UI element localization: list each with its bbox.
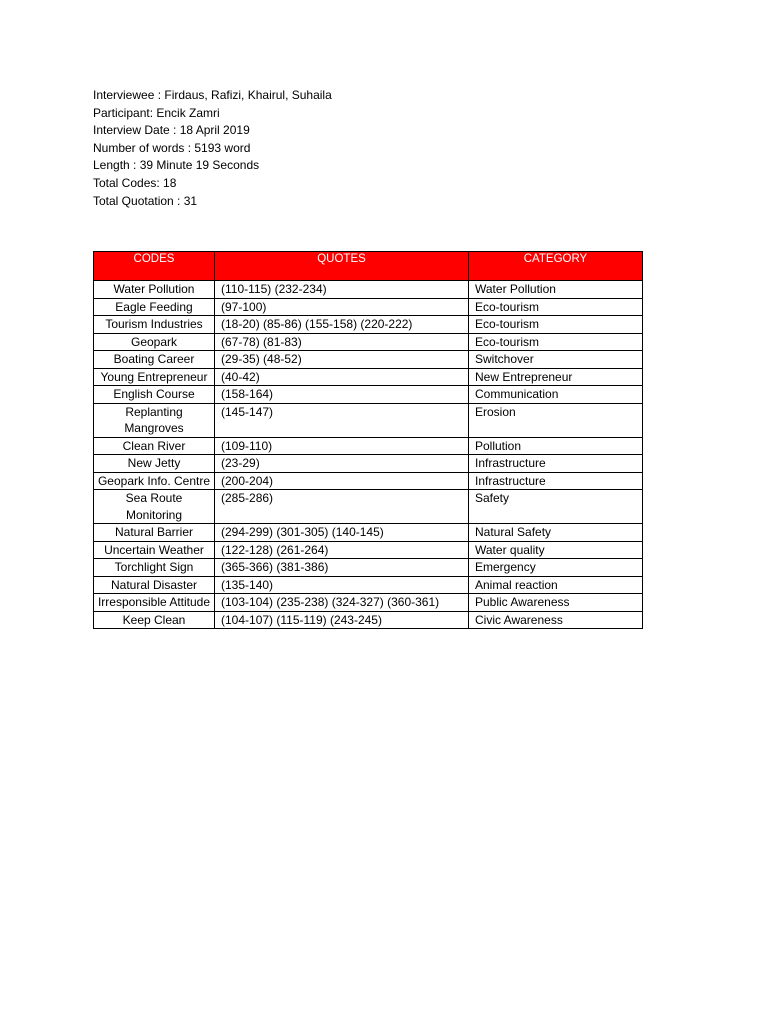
table-row (94, 437, 643, 455)
codes-table (93, 251, 643, 629)
total-quotation-line: Total Quotation : 31 (93, 193, 198, 208)
participant-line: Participant: Encik Zamri (93, 105, 220, 120)
quotes-cell: (23-29) (215, 455, 469, 473)
length-line: Length : 39 Minute 19 Seconds (93, 158, 260, 173)
quotes-cell: (67-78) (81-83) (215, 333, 469, 351)
code-cell: Boating Career (94, 351, 215, 369)
table-header-row (94, 252, 643, 281)
table-row (94, 559, 643, 577)
quotes-cell: (40-42) (215, 368, 469, 386)
quotes-cell: (97-100) (215, 298, 469, 316)
table-row (94, 403, 643, 437)
table-row (94, 386, 643, 404)
table-row (94, 524, 643, 542)
quotes-cell: (294-299) (301-305) (140-145) (215, 524, 469, 542)
category-cell: Communication (469, 386, 643, 404)
header-quotes: QUOTES (215, 252, 469, 281)
table-row (94, 316, 643, 334)
quotes-cell: (122-128) (261-264) (215, 541, 469, 559)
table-row (94, 281, 643, 299)
interviewee-line: Interviewee : Firdaus, Rafizi, Khairul, Suhaila (93, 88, 332, 102)
code-cell: Replanting Mangroves (94, 403, 215, 437)
category-cell: Natural Safety (469, 524, 643, 542)
category-cell: Civic Awareness (469, 611, 643, 629)
table-row (94, 576, 643, 594)
quotes-cell: (103-104) (235-238) (324-327) (360-361) (215, 594, 469, 612)
quotes-cell: (29-35) (48-52) (215, 351, 469, 369)
table-row (94, 594, 643, 612)
category-cell: Animal reaction (469, 576, 643, 594)
category-cell: Emergency (469, 559, 643, 577)
code-cell: New Jetty (94, 455, 215, 473)
quotes-cell: (200-204) (215, 472, 469, 490)
table-row (94, 611, 643, 629)
quotes-cell: (104-107) (115-119) (243-245) (215, 611, 469, 629)
category-cell: Eco-tourism (469, 298, 643, 316)
code-cell: Clean River (94, 437, 215, 455)
code-cell: English Course (94, 386, 215, 404)
code-cell: Natural Disaster (94, 576, 215, 594)
interview-date-line: Interview Date : 18 April 2019 (93, 123, 250, 138)
table-row (94, 472, 643, 490)
number-of-words-line: Number of words : 5193 word (93, 140, 251, 155)
code-cell: Natural Barrier (94, 524, 215, 542)
code-cell: Eagle Feeding (94, 298, 215, 316)
code-cell: Irresponsible Attitude (94, 594, 215, 612)
category-cell: Eco-tourism (469, 316, 643, 334)
code-cell: Geopark (94, 333, 215, 351)
quotes-cell: (365-366) (381-386) (215, 559, 469, 577)
table-row (94, 490, 643, 524)
quotes-cell: (18-20) (85-86) (155-158) (220-222) (215, 316, 469, 334)
header-codes: CODES (94, 252, 215, 281)
code-cell: Water Pollution (94, 281, 215, 299)
table-row (94, 541, 643, 559)
interview-metadata (93, 87, 332, 210)
category-cell: Switchover (469, 351, 643, 369)
quotes-cell: (145-147) (215, 403, 469, 437)
category-cell: New Entrepreneur (469, 368, 643, 386)
quotes-cell: (135-140) (215, 576, 469, 594)
quotes-cell: (158-164) (215, 386, 469, 404)
table-row (94, 298, 643, 316)
code-cell: Young Entrepreneur (94, 368, 215, 386)
category-cell: Erosion (469, 403, 643, 437)
code-cell: Tourism Industries (94, 316, 215, 334)
quotes-cell: (285-286) (215, 490, 469, 524)
category-cell: Infrastructure (469, 455, 643, 473)
category-cell: Public Awareness (469, 594, 643, 612)
quotes-cell: (110-115) (232-234) (215, 281, 469, 299)
code-cell: Torchlight Sign (94, 559, 215, 577)
category-cell: Water Pollution (469, 281, 643, 299)
category-cell: Pollution (469, 437, 643, 455)
code-cell: Geopark Info. Centre (94, 472, 215, 490)
table-row (94, 351, 643, 369)
table-row (94, 333, 643, 351)
table-row (94, 368, 643, 386)
code-cell: Keep Clean (94, 611, 215, 629)
code-cell: Sea Route Monitoring (94, 490, 215, 524)
category-cell: Infrastructure (469, 472, 643, 490)
code-cell: Uncertain Weather (94, 541, 215, 559)
total-codes-line: Total Codes: 18 (93, 175, 177, 190)
category-cell: Water quality (469, 541, 643, 559)
table-row (94, 455, 643, 473)
category-cell: Eco-tourism (469, 333, 643, 351)
header-category: CATEGORY (469, 252, 643, 281)
quotes-cell: (109-110) (215, 437, 469, 455)
category-cell: Safety (469, 490, 643, 524)
